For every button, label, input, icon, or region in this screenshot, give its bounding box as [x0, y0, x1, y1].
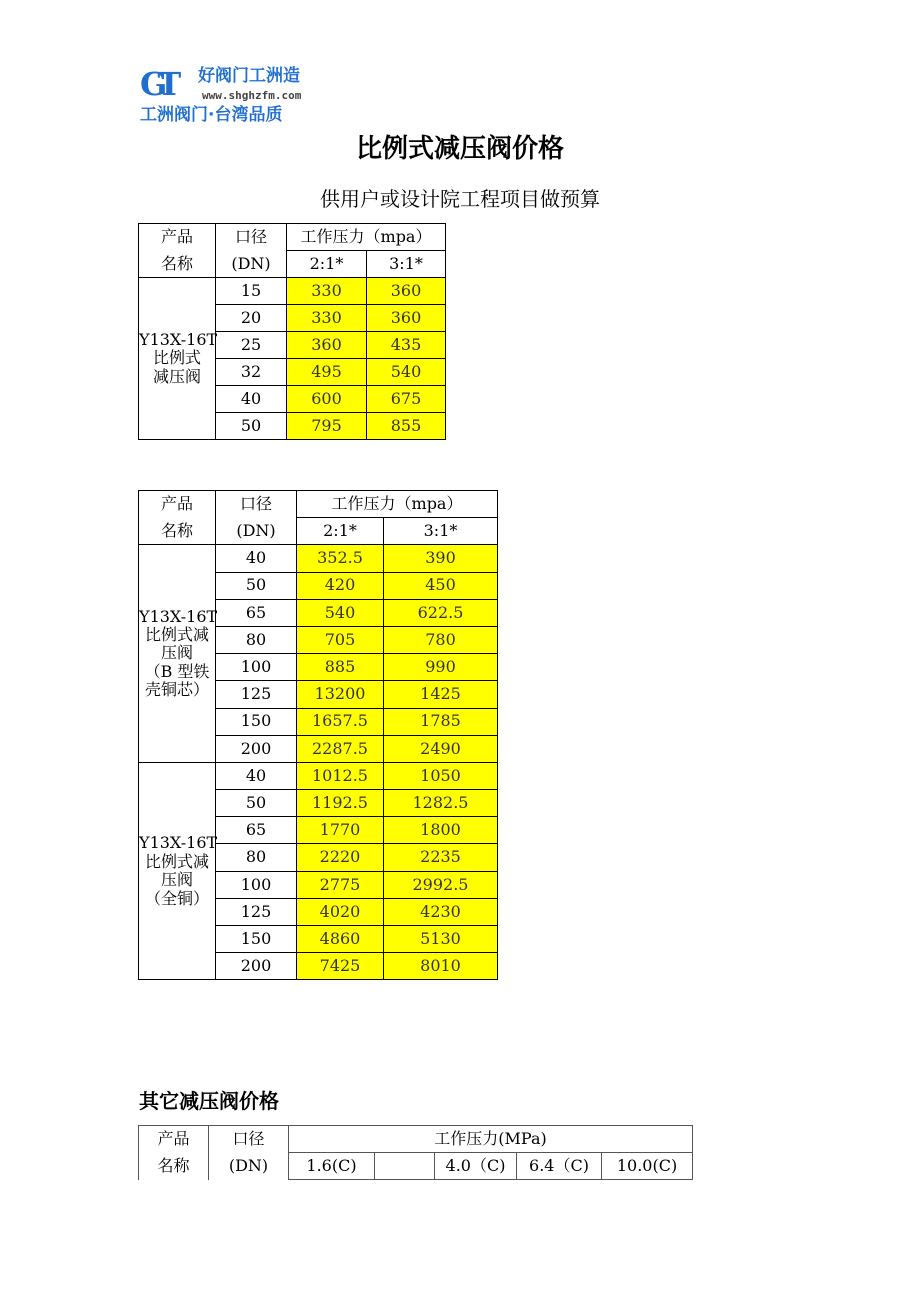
price-2to1: 705	[297, 626, 384, 653]
product-name-line: Y13X-16T	[139, 833, 218, 853]
section-title-other: 其它减压阀价格	[139, 1089, 279, 1113]
price-3to1: 855	[367, 413, 446, 440]
price-3to1: 360	[367, 305, 446, 332]
company-logo	[140, 64, 330, 126]
price-2to1: 330	[287, 305, 367, 332]
dn-cell: 15	[216, 278, 287, 305]
price-3to1: 5130	[384, 926, 498, 953]
table-row	[139, 762, 498, 789]
product-name-line: 减压阀	[152, 366, 201, 386]
price-2to1: 330	[287, 278, 367, 305]
header-dn: 口径	[216, 491, 297, 518]
price-3to1: 675	[367, 386, 446, 413]
price-2to1: 360	[287, 332, 367, 359]
header-product-2: 名称	[139, 518, 216, 545]
header-pressure: 工作压力（mpa）	[287, 224, 446, 251]
price-2to1: 352.5	[297, 545, 384, 572]
dn-cell: 200	[216, 735, 297, 762]
price-2to1: 600	[287, 386, 367, 413]
price-2to1: 1657.5	[297, 708, 384, 735]
header-dn-2: (DN)	[209, 1153, 289, 1180]
product-name-line: 比例式	[152, 348, 201, 368]
price-3to1: 622.5	[384, 599, 498, 626]
grade-5: 10.0(C)	[602, 1153, 693, 1180]
header-ratio-2to1: 2:1*	[287, 251, 367, 278]
dn-cell: 80	[216, 626, 297, 653]
price-table-3	[138, 1125, 693, 1180]
product-name-line: （全铜）	[144, 888, 209, 908]
dn-cell: 80	[216, 844, 297, 871]
header-dn: 口径	[216, 224, 287, 251]
product-name-line: Y13X-16T	[139, 329, 218, 349]
dn-cell: 50	[216, 572, 297, 599]
dn-cell: 25	[216, 332, 287, 359]
price-3to1: 1785	[384, 708, 498, 735]
price-3to1: 1282.5	[384, 790, 498, 817]
price-3to1: 4230	[384, 898, 498, 925]
logo-slogan: 工洲阀门·台湾品质	[140, 105, 283, 125]
dn-cell: 40	[216, 762, 297, 789]
grade-4: 6.4（C)	[517, 1153, 602, 1180]
product-name-line: 压阀	[160, 643, 193, 663]
dn-cell: 40	[216, 545, 297, 572]
logo-mark: GT	[140, 65, 172, 103]
logo-brand: 好阀门工洲造	[198, 66, 300, 86]
product-name-line: 压阀	[160, 870, 193, 890]
product-name-line: Y13X-16T	[139, 606, 218, 626]
header-pressure: 工作压力（mpa）	[297, 491, 498, 518]
header-pressure: 工作压力(MPa)	[289, 1126, 693, 1153]
price-3to1: 2490	[384, 735, 498, 762]
dn-cell: 125	[216, 898, 297, 925]
price-2to1: 4020	[297, 898, 384, 925]
header-ratio-3to1: 3:1*	[367, 251, 446, 278]
table-row	[139, 545, 498, 572]
price-3to1: 8010	[384, 953, 498, 980]
price-2to1: 1770	[297, 817, 384, 844]
grade-1: 1.6(C)	[289, 1153, 375, 1180]
product-name	[139, 762, 216, 980]
price-3to1: 1800	[384, 817, 498, 844]
price-2to1: 2220	[297, 844, 384, 871]
price-table-2	[138, 490, 498, 980]
table-row	[139, 278, 446, 305]
dn-cell: 125	[216, 681, 297, 708]
price-2to1: 885	[297, 654, 384, 681]
dn-cell: 150	[216, 926, 297, 953]
header-dn-2: (DN)	[216, 251, 287, 278]
price-3to1: 450	[384, 572, 498, 599]
price-2to1: 540	[297, 599, 384, 626]
product-name-line: 比例式减	[144, 851, 209, 871]
header-ratio-2to1: 2:1*	[297, 518, 384, 545]
dn-cell: 100	[216, 654, 297, 681]
price-2to1: 495	[287, 359, 367, 386]
price-2to1: 2287.5	[297, 735, 384, 762]
price-3to1: 780	[384, 626, 498, 653]
dn-cell: 50	[216, 790, 297, 817]
dn-cell: 100	[216, 871, 297, 898]
product-name	[139, 278, 216, 440]
price-table-1	[138, 223, 446, 440]
header-product: 产品	[139, 491, 216, 518]
header-dn: 口径	[209, 1126, 289, 1153]
header-dn-2: (DN)	[216, 518, 297, 545]
price-2to1: 4860	[297, 926, 384, 953]
header-product: 产品	[139, 1126, 209, 1153]
grade-2	[375, 1153, 435, 1180]
dn-cell: 50	[216, 413, 287, 440]
header-ratio-3to1: 3:1*	[384, 518, 498, 545]
dn-cell: 150	[216, 708, 297, 735]
price-2to1: 7425	[297, 953, 384, 980]
logo-url: www.shghzfm.com	[202, 89, 302, 102]
page-subtitle: 供用户或设计院工程项目做预算	[320, 187, 600, 211]
dn-cell: 200	[216, 953, 297, 980]
dn-cell: 40	[216, 386, 287, 413]
grade-3: 4.0（C)	[435, 1153, 517, 1180]
price-3to1: 2235	[384, 844, 498, 871]
dn-cell: 20	[216, 305, 287, 332]
product-name-line: 比例式减	[144, 625, 209, 645]
price-2to1: 795	[287, 413, 367, 440]
price-2to1: 13200	[297, 681, 384, 708]
price-2to1: 2775	[297, 871, 384, 898]
price-2to1: 420	[297, 572, 384, 599]
price-3to1: 2992.5	[384, 871, 498, 898]
price-3to1: 360	[367, 278, 446, 305]
price-2to1: 1012.5	[297, 762, 384, 789]
product-name-line: （B 型铁	[144, 661, 210, 681]
header-product: 产品	[139, 224, 216, 251]
price-3to1: 540	[367, 359, 446, 386]
price-3to1: 390	[384, 545, 498, 572]
product-name-line: 壳铜芯）	[144, 680, 209, 700]
dn-cell: 32	[216, 359, 287, 386]
dn-cell: 65	[216, 817, 297, 844]
price-3to1: 990	[384, 654, 498, 681]
header-product-2: 名称	[139, 1153, 209, 1180]
header-product-2: 名称	[139, 251, 216, 278]
page-title: 比例式减压阀价格	[355, 134, 564, 164]
price-3to1: 1425	[384, 681, 498, 708]
price-3to1: 435	[367, 332, 446, 359]
price-3to1: 1050	[384, 762, 498, 789]
dn-cell: 65	[216, 599, 297, 626]
product-name	[139, 545, 216, 763]
price-2to1: 1192.5	[297, 790, 384, 817]
